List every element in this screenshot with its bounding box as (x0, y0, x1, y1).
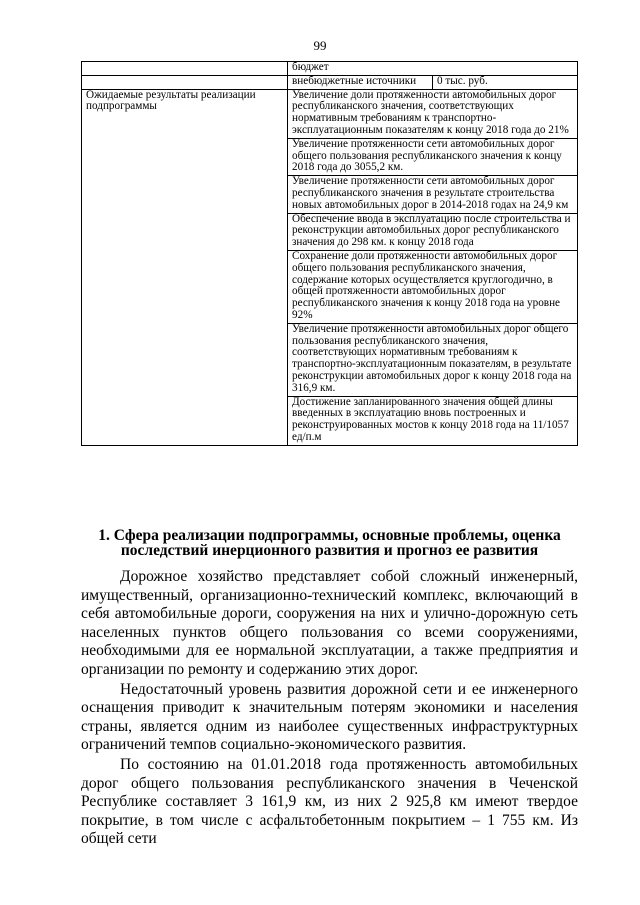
paragraph: Недостаточный уровень развития дорожной сети и ее инженерного оснащения приводит к значительным потерям экономики и населения страны, является одним из наиболее существенных инфраструктурных ограничений темпов социально-экономического развития. (81, 680, 578, 754)
result-item: Увеличение протяженности сети автомобильных дорог республиканского значения в результате строительства новых автомобильных дорог в 2014-2018 годах на 24,9 км (288, 176, 578, 213)
table-row (82, 89, 578, 138)
result-item: Сохранение доли протяженности автомобильных дорог общего пользования республиканского значения, содержание которых осуществляется круглогодично, в общей протяженности автомобильных дорог республиканского значения к концу 2018 года на уровне 92% (288, 250, 578, 323)
table-row (82, 62, 578, 76)
result-item: Увеличение протяженности сети автомобильных дорог общего пользования республиканского значения к концу 2018 года до 3055,2 км. (288, 138, 578, 175)
result-item: Увеличение доли протяженности автомобильных дорог республиканского значения, соответствующих нормативным требованиям к транспортно-эксплуатационным показателям к концу 2018 года до 21% (288, 89, 578, 138)
result-item: Увеличение протяженности автомобильных дорог общего пользования республиканского значения, соответствующих нормативным требованиям к транспортно-эксплуатационным показателям, в результате реконструкции автомобильных дорог к концу 2018 года на 316,9 км. (288, 323, 578, 396)
results-label: Ожидаемые результаты реализации подпрограммы (82, 89, 288, 445)
empty-label-cell (82, 62, 288, 76)
result-item: Достижение запланированного значения общей длины введенных в эксплуатацию вновь построенных и реконструированных мостов к концу 2018 года на 11/1057 ед/п.м (288, 396, 578, 445)
page-number: 99 (313, 38, 327, 53)
section-body (81, 568, 578, 850)
table-row (82, 75, 578, 89)
subprogram-passport-table (81, 61, 578, 446)
paragraph: Дорожное хозяйство представляет собой сложный инженерный, имущественный, организационно-технический комплекс, включающий в себя автомобильные дороги, сооружения на них и улично-дорожную сеть населенных пунктов общего пользования со всеми сооружениями, необходимыми для ее нормальной эксплуатации, а также предприятия и организации по ремонту и содержанию этих дорог. (81, 568, 578, 678)
result-item: Обеспечение ввода в эксплуатацию после строительства и реконструкции автомобильных дорог республиканского значения до 298 км. к концу 2018 года (288, 213, 578, 250)
empty-label-cell (82, 75, 288, 89)
section-heading: 1. Сфера реализации подпрограммы, основные проблемы, оценка последствий инерционного развития и прогноз ее развития (98, 527, 561, 559)
extrabudget-value: 0 тыс. руб. (433, 75, 578, 89)
paragraph: По состоянию на 01.01.2018 года протяженность автомобильных дорог общего пользования республиканского значения в Чеченской Республике составляет 3 161,9 км, из них 2 925,8 км имеют твердое покрытие, в том числе с асфальтобетонным покрытием – 1 755 км. Из общей сети (81, 755, 578, 848)
budget-tail-cell: бюджет (288, 62, 578, 76)
extrabudget-label: внебюджетные источники (288, 75, 433, 89)
